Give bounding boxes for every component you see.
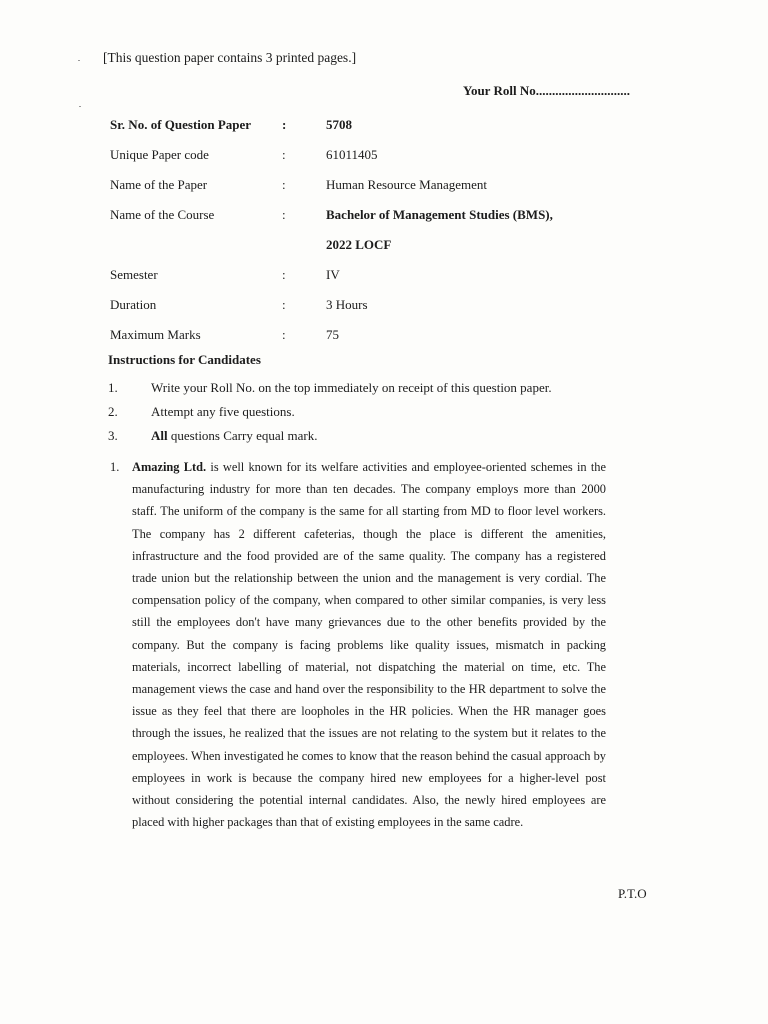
meta-label: Name of the Paper: [110, 177, 208, 192]
meta-row-serial: [110, 117, 630, 147]
meta-value: 61011405: [326, 147, 378, 162]
meta-row-course: [110, 207, 630, 237]
meta-label: Name of the Course: [110, 207, 215, 222]
meta-colon: :: [282, 297, 286, 312]
meta-colon: :: [282, 267, 286, 282]
instruction-number: 3.: [108, 428, 118, 443]
meta-label: Sr. No. of Question Paper: [110, 117, 252, 132]
meta-label: Duration: [110, 297, 157, 312]
meta-value: 75: [326, 327, 339, 342]
meta-value: 5708: [326, 117, 352, 132]
meta-colon: :: [282, 327, 286, 342]
instruction-text: [151, 428, 317, 444]
meta-row-semester: [110, 267, 630, 297]
question-text: is well known for its welfare activities and employee-oriented schemes in the manufacturing industry for more than ten decades. The company employs more than 2000 staff. The uniform of the company is the same for all starting from MD to floor level workers. The company has 2 different cafeterias, though the place is different the amenities, infrastructure and the food provided are of the same quality. The company has a registered trade union but the relationship between the union and the management is very cordial. The compensation policy of the company, when compared to other similar companies, is very less still the employees don't have many grievances due to the other benefits provided by the company. But the company is facing problems like quality issues, mismatch in packing materials, incorrect labelling of material, not dispatching the material on time, etc. The management views the case and hand over the responsibility to the HR department to solve the issue as they feel that there are loopholes in the HR policies. When the HR manager goes through the issues, he realized that the issues are not relating to the system but it relates to the employees. When investigated he comes to know that the reason behind the casual approach by employees in work is because the company hired new employees for a higher-level post without considering the potential internal candidates. Also, the newly hired employees are placed with higher packages than that of existing employees in the same cadre.: [132, 460, 606, 830]
meta-value: Human Resource Management: [326, 177, 488, 192]
meta-label: Semester: [110, 267, 158, 282]
instruction-text: Write your Roll No. on the top immediately on receipt of this question paper.: [151, 380, 552, 395]
question-body: [132, 456, 606, 833]
pages-note: [This question paper contains 3 printed pages.]: [103, 50, 357, 65]
question-1: [110, 456, 606, 833]
instruction-number: 1.: [108, 380, 118, 395]
instruction-text-rest: questions Carry equal mark.: [167, 428, 318, 443]
meta-value: 3 Hours: [326, 297, 368, 312]
meta-value: IV: [326, 267, 340, 282]
scan-marks: [78, 60, 82, 110]
question-lead: Amazing Ltd.: [132, 460, 207, 474]
meta-colon: :: [282, 177, 286, 192]
instructions-title: Instructions for Candidates: [108, 352, 261, 367]
meta-row-course-cont: [110, 237, 630, 267]
meta-colon: :: [282, 117, 287, 132]
meta-row-duration: [110, 297, 630, 327]
meta-value: Bachelor of Management Studies (BMS),: [326, 207, 553, 222]
instruction-text: Attempt any five questions.: [151, 404, 295, 419]
roll-number-field: Your Roll No.............................: [463, 83, 630, 98]
paper-details: [110, 117, 630, 357]
pto-marker: P.T.O: [618, 886, 647, 901]
instruction-emphasis: All: [151, 428, 168, 443]
instruction-number: 2.: [108, 404, 118, 419]
meta-row-paper-name: [110, 177, 630, 207]
meta-label: Maximum Marks: [110, 327, 201, 342]
meta-value: 2022 LOCF: [326, 237, 392, 252]
meta-colon: :: [282, 147, 286, 162]
meta-colon: :: [282, 207, 286, 222]
question-number: 1.: [110, 460, 120, 474]
meta-label: Unique Paper code: [110, 147, 209, 162]
meta-row-paper-code: [110, 147, 630, 177]
